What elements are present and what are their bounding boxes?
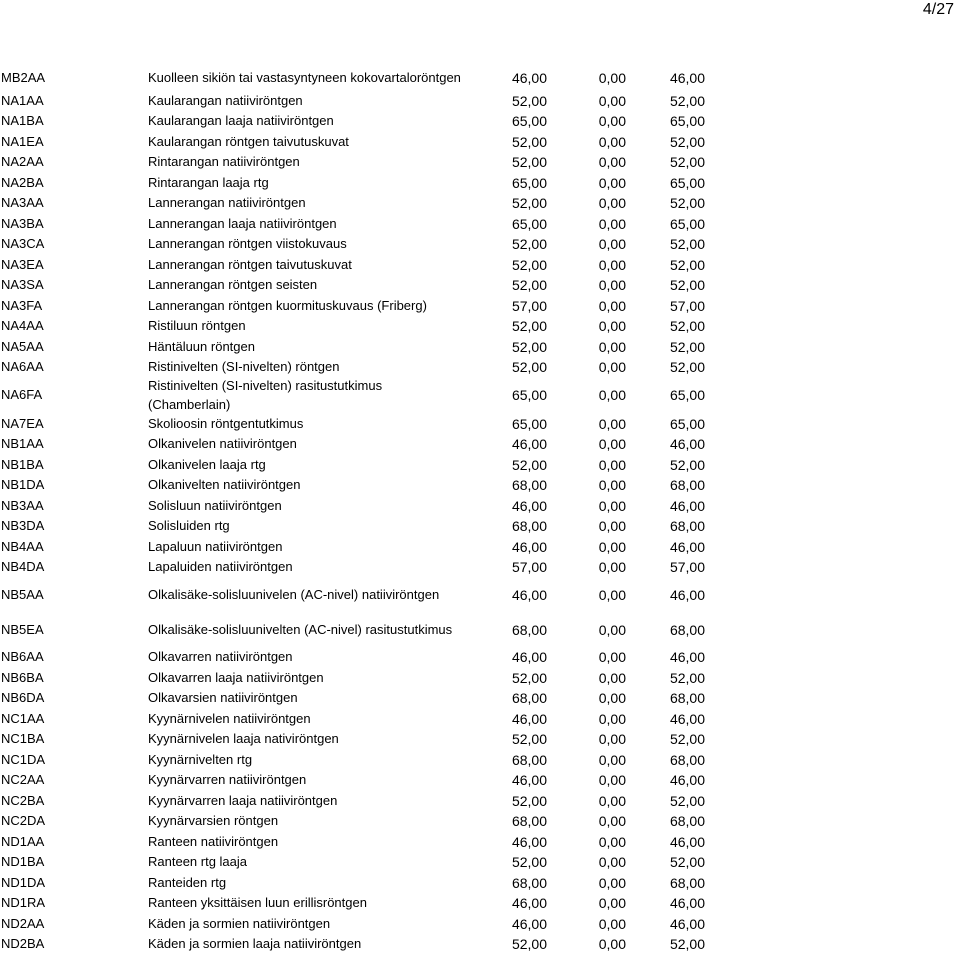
row-value-1: 52,00	[511, 133, 547, 150]
row-value-3: 52,00	[669, 359, 705, 375]
row-code: MB2AA	[1, 70, 46, 85]
table-row	[0, 934, 960, 954]
row-description: Ranteen natiiviröntgen	[148, 833, 279, 849]
table-row	[0, 852, 960, 872]
row-value-1: 57,00	[511, 297, 547, 314]
row-description: Olkavarsien natiiviröntgen	[148, 690, 298, 705]
row-description: Lannerangan röntgen kuormituskuvaus (Friberg)	[148, 297, 427, 313]
row-value-2: 0,00	[598, 387, 626, 403]
row-description: Ranteen yksittäisen luun erillisröntgen	[148, 895, 367, 910]
row-value-1: 68,00	[511, 813, 547, 829]
row-value-3: 46,00	[669, 649, 705, 665]
row-value-2: 0,00	[598, 586, 626, 603]
row-value-2: 0,00	[598, 359, 626, 375]
row-code: NB5EA	[1, 621, 44, 637]
row-code: NC2AA	[1, 772, 45, 787]
row-value-3: 46,00	[669, 895, 705, 911]
row-code: NC1BA	[1, 731, 45, 746]
table-row	[0, 516, 960, 536]
page-number: 4/27	[922, 1, 954, 18]
row-value-1: 46,00	[511, 70, 547, 86]
row-value-2: 0,00	[598, 456, 626, 473]
table-row	[0, 612, 960, 647]
row-description: Käden ja sormien laaja natiiviröntgen	[148, 936, 362, 951]
row-value-2: 0,00	[598, 297, 626, 314]
row-value-3: 46,00	[669, 833, 705, 850]
row-value-2: 0,00	[598, 436, 626, 452]
row-value-2: 0,00	[598, 772, 626, 788]
price-table	[0, 66, 960, 954]
row-value-3: 46,00	[669, 915, 705, 932]
row-description: Solisluiden rtg	[148, 518, 230, 533]
row-description: Olkanivelen laaja rtg	[148, 456, 266, 472]
table-row	[0, 275, 960, 295]
row-value-3: 46,00	[669, 586, 705, 603]
table-row	[0, 90, 960, 111]
row-description: Käden ja sormien natiiviröntgen	[148, 915, 331, 931]
row-value-3: 52,00	[669, 133, 705, 150]
table-row	[0, 377, 960, 413]
row-code: ND1DA	[1, 874, 46, 890]
table-row	[0, 413, 960, 434]
table-row	[0, 749, 960, 770]
row-code: NA7EA	[1, 415, 44, 431]
table-row	[0, 357, 960, 377]
row-description: Lapaluun natiiviröntgen	[148, 538, 283, 554]
row-description: Lannerangan röntgen taivutuskuvat	[148, 256, 352, 272]
row-value-3: 52,00	[669, 277, 705, 293]
row-code: NB4AA	[1, 538, 44, 554]
row-value-2: 0,00	[598, 256, 626, 273]
row-value-2: 0,00	[598, 518, 626, 534]
row-value-3: 52,00	[669, 731, 705, 747]
row-value-3: 46,00	[669, 70, 705, 86]
row-value-3: 68,00	[669, 690, 705, 706]
row-value-3: 52,00	[669, 792, 705, 809]
row-code: NA2AA	[1, 154, 44, 169]
row-code: NA4AA	[1, 318, 44, 333]
row-value-1: 68,00	[511, 518, 547, 534]
table-row	[0, 872, 960, 893]
row-value-1: 68,00	[511, 621, 547, 638]
row-value-1: 46,00	[511, 710, 547, 727]
row-value-1: 65,00	[511, 174, 547, 191]
table-row	[0, 316, 960, 336]
row-value-2: 0,00	[598, 497, 626, 514]
table-row	[0, 295, 960, 316]
row-value-3: 46,00	[669, 497, 705, 514]
row-value-2: 0,00	[598, 338, 626, 355]
row-value-3: 68,00	[669, 751, 705, 768]
row-value-3: 46,00	[669, 436, 705, 452]
row-value-3: 52,00	[669, 669, 705, 686]
row-value-1: 52,00	[511, 256, 547, 273]
row-value-2: 0,00	[598, 415, 626, 432]
row-description: Ristinivelten (SI-nivelten) rasitustutkimus (Chamberlain)	[148, 378, 383, 412]
table-row	[0, 913, 960, 934]
row-value-1: 52,00	[511, 936, 547, 952]
row-value-2: 0,00	[598, 133, 626, 150]
row-description: Ristinivelten (SI-nivelten) röntgen	[148, 359, 340, 374]
table-row	[0, 454, 960, 475]
row-description: Kyynärnivelen natiiviröntgen	[148, 710, 311, 726]
row-value-3: 52,00	[669, 936, 705, 952]
row-code: NA3EA	[1, 256, 44, 272]
row-code: NB5AA	[1, 586, 44, 602]
row-code: NB6AA	[1, 649, 44, 664]
row-value-1: 46,00	[511, 497, 547, 514]
row-value-1: 52,00	[511, 277, 547, 293]
row-value-3: 65,00	[669, 113, 705, 129]
row-value-1: 46,00	[511, 772, 547, 788]
table-row	[0, 893, 960, 913]
row-description: Kyynärvarren laaja natiiviröntgen	[148, 792, 338, 808]
row-description: Kyynärnivelten rtg	[148, 751, 253, 767]
table-row	[0, 131, 960, 152]
table-row	[0, 66, 960, 90]
row-value-3: 57,00	[669, 297, 705, 314]
row-value-3: 68,00	[669, 813, 705, 829]
row-value-3: 68,00	[669, 518, 705, 534]
row-value-3: 52,00	[669, 318, 705, 334]
table-row	[0, 434, 960, 454]
row-code: NB1BA	[1, 456, 44, 472]
row-description: Ranteen rtg laaja	[148, 854, 248, 869]
row-value-1: 52,00	[511, 669, 547, 686]
row-description: Lannerangan laaja natiiviröntgen	[148, 215, 337, 231]
row-value-1: 52,00	[511, 318, 547, 334]
row-value-1: 52,00	[511, 456, 547, 473]
table-row	[0, 234, 960, 254]
row-value-1: 65,00	[511, 215, 547, 232]
table-row	[0, 111, 960, 131]
row-code: NA6AA	[1, 359, 44, 374]
row-code: NA1EA	[1, 133, 44, 149]
row-value-2: 0,00	[598, 833, 626, 850]
row-description: Olkalisäke-solisluunivelten (AC-nivel) rasitustutkimus	[148, 621, 453, 637]
table-row	[0, 647, 960, 667]
row-value-3: 52,00	[669, 256, 705, 273]
row-code: NC1DA	[1, 751, 46, 767]
row-value-3: 52,00	[669, 92, 705, 109]
row-description: Rintarangan natiiviröntgen	[148, 154, 300, 169]
row-value-3: 46,00	[669, 538, 705, 555]
row-value-2: 0,00	[598, 936, 626, 952]
row-value-3: 52,00	[669, 338, 705, 355]
row-code: NA1BA	[1, 113, 44, 128]
table-row	[0, 831, 960, 852]
row-value-1: 65,00	[511, 415, 547, 432]
row-value-2: 0,00	[598, 621, 626, 638]
row-value-2: 0,00	[598, 874, 626, 891]
row-description: Kaularangan natiiviröntgen	[148, 92, 303, 108]
row-code: NA6FA	[1, 387, 43, 402]
row-value-1: 52,00	[511, 338, 547, 355]
row-value-1: 52,00	[511, 731, 547, 747]
row-value-1: 46,00	[511, 538, 547, 555]
row-value-1: 65,00	[511, 113, 547, 129]
row-value-2: 0,00	[598, 70, 626, 86]
row-description: Kuolleen sikiön tai vastasyntyneen kokovartaloröntgen	[148, 70, 461, 85]
row-value-1: 65,00	[511, 387, 547, 403]
row-code: NA3SA	[1, 277, 44, 292]
row-value-1: 68,00	[511, 874, 547, 891]
row-value-1: 46,00	[511, 915, 547, 932]
row-value-1: 46,00	[511, 895, 547, 911]
row-value-3: 52,00	[669, 154, 705, 170]
row-value-2: 0,00	[598, 854, 626, 870]
table-row	[0, 336, 960, 357]
row-value-2: 0,00	[598, 813, 626, 829]
row-code: NA5AA	[1, 338, 44, 354]
row-code: NA1AA	[1, 92, 44, 108]
row-value-3: 57,00	[669, 559, 705, 575]
row-value-1: 52,00	[511, 854, 547, 870]
row-value-2: 0,00	[598, 710, 626, 727]
row-value-1: 46,00	[511, 436, 547, 452]
row-description: Lannerangan röntgen seisten	[148, 277, 318, 292]
row-code: ND1BA	[1, 854, 45, 869]
row-code: ND2AA	[1, 915, 45, 931]
row-value-3: 65,00	[669, 387, 705, 403]
row-value-2: 0,00	[598, 690, 626, 706]
table-row	[0, 193, 960, 213]
row-value-1: 46,00	[511, 833, 547, 850]
row-code: NA3FA	[1, 297, 43, 313]
row-code: NB3AA	[1, 497, 44, 513]
row-value-2: 0,00	[598, 154, 626, 170]
row-value-1: 57,00	[511, 559, 547, 575]
row-description: Lannerangan röntgen viistokuvaus	[148, 236, 347, 251]
row-value-2: 0,00	[598, 92, 626, 109]
row-description: Kyynärvarren natiiviröntgen	[148, 772, 307, 787]
row-description: Lannerangan natiiviröntgen	[148, 195, 306, 210]
table-row	[0, 536, 960, 557]
row-value-3: 68,00	[669, 477, 705, 493]
row-value-3: 46,00	[669, 710, 705, 727]
row-description: Kyynärvarsien röntgen	[148, 813, 279, 828]
row-code: NB1DA	[1, 477, 45, 492]
row-value-2: 0,00	[598, 895, 626, 911]
row-description: Olkalisäke-solisluunivelen (AC-nivel) natiiviröntgen	[148, 586, 440, 602]
row-value-3: 65,00	[669, 215, 705, 232]
row-value-1: 68,00	[511, 751, 547, 768]
row-value-3: 46,00	[669, 772, 705, 788]
table-row	[0, 213, 960, 234]
row-code: NC2DA	[1, 813, 46, 828]
row-value-1: 52,00	[511, 792, 547, 809]
row-value-1: 52,00	[511, 359, 547, 375]
row-value-1: 46,00	[511, 586, 547, 603]
row-value-1: 68,00	[511, 477, 547, 493]
row-code: NA2BA	[1, 174, 44, 190]
row-description: Ristiluun röntgen	[148, 318, 246, 333]
row-description: Kaularangan röntgen taivutuskuvat	[148, 133, 349, 149]
table-row	[0, 708, 960, 729]
row-value-1: 68,00	[511, 690, 547, 706]
row-code: NC2BA	[1, 792, 45, 808]
row-description: Kyynärnivelen laaja nativiröntgen	[148, 731, 339, 746]
row-code: NB6DA	[1, 690, 45, 705]
row-description: Olkavarren laaja natiiviröntgen	[148, 669, 324, 685]
row-code: NA3BA	[1, 215, 44, 231]
row-value-1: 52,00	[511, 92, 547, 109]
table-row	[0, 152, 960, 172]
row-value-3: 52,00	[669, 236, 705, 252]
row-description: Rintarangan laaja rtg	[148, 174, 269, 190]
row-value-2: 0,00	[598, 559, 626, 575]
row-code: NB6BA	[1, 669, 44, 685]
row-code: NA3CA	[1, 236, 45, 251]
table-row	[0, 770, 960, 790]
table-row	[0, 688, 960, 708]
row-value-3: 52,00	[669, 854, 705, 870]
row-description: Ranteiden rtg	[148, 874, 227, 890]
table-row	[0, 172, 960, 193]
row-value-3: 52,00	[669, 456, 705, 473]
row-value-2: 0,00	[598, 113, 626, 129]
row-value-3: 68,00	[669, 621, 705, 638]
row-value-3: 65,00	[669, 174, 705, 191]
table-row	[0, 667, 960, 688]
row-code: NC1AA	[1, 710, 45, 726]
row-value-2: 0,00	[598, 538, 626, 555]
table-row	[0, 495, 960, 516]
row-value-2: 0,00	[598, 669, 626, 686]
row-value-2: 0,00	[598, 277, 626, 293]
row-value-2: 0,00	[598, 915, 626, 932]
row-description: Kaularangan laaja natiiviröntgen	[148, 113, 334, 128]
row-value-2: 0,00	[598, 731, 626, 747]
row-value-2: 0,00	[598, 236, 626, 252]
table-row	[0, 729, 960, 749]
row-value-2: 0,00	[598, 751, 626, 768]
row-value-3: 52,00	[669, 195, 705, 211]
row-code: ND1AA	[1, 833, 45, 849]
row-value-1: 46,00	[511, 649, 547, 665]
row-description: Olkanivelen natiiviröntgen	[148, 436, 297, 451]
row-value-1: 52,00	[511, 236, 547, 252]
row-value-2: 0,00	[598, 174, 626, 191]
row-value-2: 0,00	[598, 195, 626, 211]
table-row	[0, 254, 960, 275]
row-code: NA3AA	[1, 195, 44, 210]
row-value-1: 52,00	[511, 154, 547, 170]
row-value-2: 0,00	[598, 649, 626, 665]
table-row	[0, 557, 960, 577]
table-row	[0, 577, 960, 612]
table-row	[0, 811, 960, 831]
row-description: Skolioosin röntgentutkimus	[148, 415, 304, 431]
row-value-2: 0,00	[598, 792, 626, 809]
row-value-2: 0,00	[598, 477, 626, 493]
row-value-2: 0,00	[598, 318, 626, 334]
row-description: Olkanivelten natiiviröntgen	[148, 477, 301, 492]
row-code: NB3DA	[1, 518, 45, 533]
row-description: Olkavarren natiiviröntgen	[148, 649, 293, 664]
row-code: ND1RA	[1, 895, 46, 910]
row-description: Solisluun natiiviröntgen	[148, 497, 282, 513]
row-value-2: 0,00	[598, 215, 626, 232]
row-code: NB4DA	[1, 559, 45, 574]
row-description: Lapaluiden natiiviröntgen	[148, 559, 293, 574]
row-value-3: 65,00	[669, 415, 705, 432]
table-row	[0, 790, 960, 811]
row-value-3: 68,00	[669, 874, 705, 891]
row-description: Häntäluun röntgen	[148, 338, 255, 354]
table-row	[0, 475, 960, 495]
row-code: ND2BA	[1, 936, 45, 951]
row-code: NB1AA	[1, 436, 44, 451]
row-value-1: 52,00	[511, 195, 547, 211]
